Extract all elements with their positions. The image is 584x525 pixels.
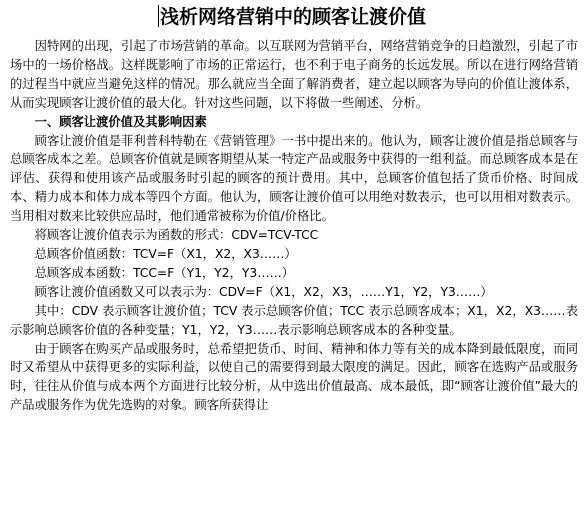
document-title-text: 浅析网络营销中的顾客让渡价值: [159, 6, 426, 28]
formula-cdv: 顾客让渡价值函数又可以表示为：CDV=F（X1，X2，X3，……Y1，Y2，Y3……）: [34, 284, 493, 299]
formula-intro: 将顾客让渡价值表示为函数的形式：CDV=TCV-TCC: [34, 228, 319, 243]
paragraph-customer-purchase: 由于顾客在购买产品或服务时，总希望把货币、时间、精神和体力等有关的成本降到最低限度，而同时又希望从中获得更多的实际利益，以使自己的需要得到最大限度的满足。因此，顾客在选购产品或服务时，往往从价值与成本两个方面进行比较分析，从中选出价值最高、成本最低，即“顾客让渡价值”最大的产品或服务作为优先选购的对象。顾客所获得让: [10, 341, 578, 413]
text-cursor: [158, 5, 159, 27]
paragraph-intro: 因特网的出现，引起了市场营销的革命。以互联网为营销平台，网络营销竞争的日趋激烈，引起了市场中的一场价格战。这样既影响了市场的正常运行，也不利于电子商务的长远发展。所以在进行网络营销的过程当中就应当避免这样的情况。那么就应当全面了解消费者，建立起以顾客为导向的价值让渡体系，从而实现顾客让渡价值的最大化。针对这些问题，以下将做一些阐述、分析。: [10, 39, 578, 110]
paragraph-definition: 顾客让渡价值是菲利普科特勒在《营销管理》一书中提出来的。他认为，顾客让渡价值是指总顾客与总顾客成本之差。总顾客价值就是顾客期望从某一特定产品或服务中获得的一组利益。而总顾客成本是在评估、获得和使用该产品或服务时引起的顾客的预计费用。其中，总顾客价值包括了货币价格、时间成本、精力成本和体力成本等四个方面。他认为，顾客让渡价值可以用绝对数表示，也可以用相对数表示。当用相对数来比较供应品时，他们通常被称为价值/价格比。: [10, 133, 578, 224]
document-title: [0, 4, 584, 30]
formula-tcc: 总顾客成本函数：TCC=F（Y1，Y2，Y3……）: [34, 265, 295, 280]
paragraph-variables: 其中：CDV 表示顾客让渡价值；TCV 表示总顾客价值；TCC 表示总顾客成本；X1，X2，X3……表示影响总顾客价值的各种变量；Y1，Y2，Y3……表示影响总顾客成本的各种变量。: [10, 303, 578, 337]
section-heading: 一、顾客让渡价值及其影响因素: [34, 113, 207, 129]
document-body: [10, 37, 578, 415]
formula-tcv: 总顾客价值函数：TCV=F（X1，X2，X3……）: [34, 246, 297, 261]
